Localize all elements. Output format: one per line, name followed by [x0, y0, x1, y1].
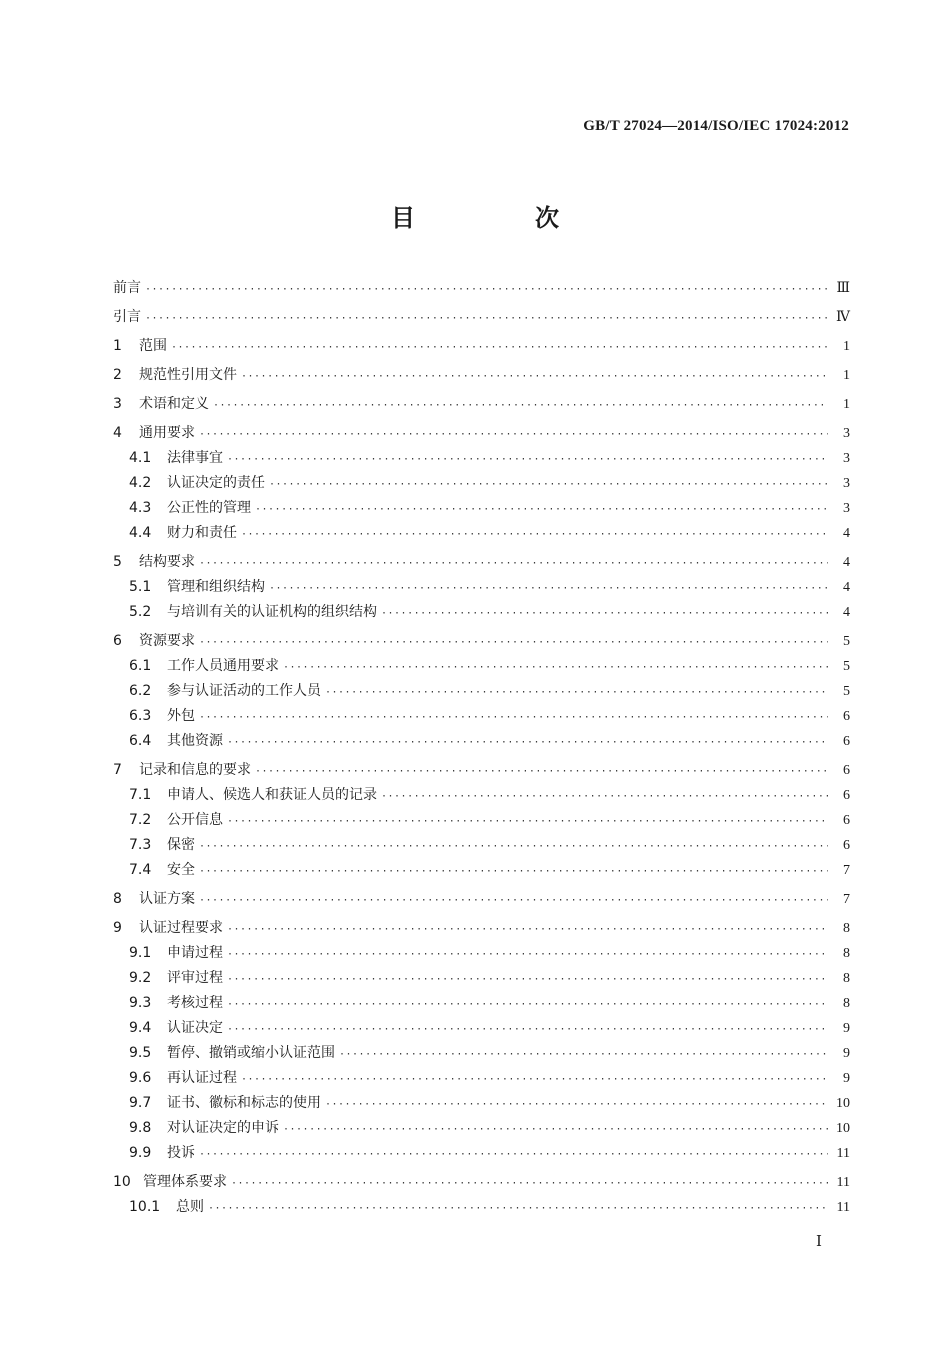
- dot-leader: [227, 992, 828, 1017]
- toc-entry-page: 3: [843, 501, 850, 516]
- toc-entry-number: 4.2: [129, 475, 152, 491]
- toc-entry[interactable]: [113, 1016, 850, 1041]
- dot-leader: [227, 1017, 828, 1042]
- dot-leader: [381, 601, 828, 626]
- toc-entry-title: 参与认证活动的工作人员: [167, 683, 321, 699]
- toc-entry[interactable]: [113, 629, 850, 654]
- dot-leader: [283, 655, 828, 680]
- toc-entry-number: 6.2: [129, 683, 152, 699]
- toc-entry[interactable]: [113, 991, 850, 1016]
- toc-entry-page: 10: [836, 1121, 850, 1136]
- table-of-contents: [113, 276, 850, 1220]
- dot-leader: [199, 888, 828, 913]
- dot-leader: [269, 576, 828, 601]
- toc-entry-page: 6: [843, 788, 850, 803]
- toc-entry-page: 4: [843, 580, 850, 595]
- standard-code: GB/T 27024—2014/ISO/IEC 17024:2012: [583, 118, 849, 134]
- dot-leader: [241, 364, 828, 389]
- toc-entry-number: 4.1: [129, 450, 152, 466]
- toc-entry[interactable]: [113, 679, 850, 704]
- toc-entry-title: 公正性的管理: [167, 500, 251, 516]
- toc-entry-number: 4: [113, 425, 122, 441]
- toc-entry-number: 9.9: [129, 1145, 152, 1161]
- dot-leader: [339, 1042, 828, 1067]
- dot-leader: [227, 942, 828, 967]
- dot-leader: [241, 522, 828, 547]
- dot-leader: [255, 759, 828, 784]
- dot-leader: [199, 705, 828, 730]
- toc-entry-title: 结构要求: [139, 554, 195, 570]
- toc-entry-page: 6: [843, 838, 850, 853]
- toc-entry-title: 认证决定: [167, 1020, 223, 1036]
- toc-entry-page: 5: [843, 634, 850, 649]
- toc-entry-number: 1: [113, 338, 122, 354]
- dot-leader: [199, 1142, 828, 1167]
- toc-entry[interactable]: [113, 363, 850, 388]
- toc-entry-title: 工作人员通用要求: [167, 658, 279, 674]
- toc-entry[interactable]: [113, 305, 850, 330]
- toc-title: 目 次: [391, 204, 607, 232]
- toc-entry-title: 术语和定义: [139, 396, 209, 412]
- toc-entry-title: 规范性引用文件: [139, 367, 237, 383]
- toc-entry-page: 6: [843, 763, 850, 778]
- toc-entry[interactable]: [113, 729, 850, 754]
- toc-entry-title: 记录和信息的要求: [139, 762, 251, 778]
- toc-entry-number: 4.3: [129, 500, 152, 516]
- toc-entry[interactable]: [113, 1041, 850, 1066]
- toc-entry-number: 9.5: [129, 1045, 152, 1061]
- page-number: Ⅰ: [816, 1234, 822, 1250]
- toc-entry[interactable]: [113, 421, 850, 446]
- toc-entry-number: 9.8: [129, 1120, 152, 1136]
- toc-entry-number: 5: [113, 554, 122, 570]
- toc-entry-title: 财力和责任: [167, 525, 237, 541]
- dot-leader: [283, 1117, 828, 1142]
- toc-entry-page: 8: [843, 921, 850, 936]
- toc-entry-title: 外包: [167, 708, 195, 724]
- toc-entry[interactable]: [113, 600, 850, 625]
- toc-entry-title: 引言: [113, 309, 141, 325]
- toc-entry[interactable]: [113, 1141, 850, 1166]
- toc-entry[interactable]: [113, 916, 850, 941]
- toc-entry-page: 5: [843, 659, 850, 674]
- toc-entry-number: 9.7: [129, 1095, 152, 1111]
- toc-entry-number: 7: [113, 762, 122, 778]
- toc-entry-number: 9.2: [129, 970, 152, 986]
- toc-entry-number: 10: [113, 1174, 131, 1190]
- toc-entry[interactable]: [113, 521, 850, 546]
- toc-entry-number: 9.1: [129, 945, 152, 961]
- toc-entry-number: 9.3: [129, 995, 152, 1011]
- toc-entry[interactable]: [113, 446, 850, 471]
- toc-entry[interactable]: [113, 654, 850, 679]
- toc-entry-number: 7.3: [129, 837, 152, 853]
- toc-entry-title: 认证过程要求: [139, 920, 223, 936]
- toc-entry-page: 4: [843, 555, 850, 570]
- dot-leader: [325, 680, 828, 705]
- toc-entry-page: 1: [843, 339, 850, 354]
- toc-entry[interactable]: [113, 966, 850, 991]
- toc-entry-title: 对认证决定的申诉: [167, 1120, 279, 1136]
- toc-entry-number: 4.4: [129, 525, 152, 541]
- toc-entry-page: 5: [843, 684, 850, 699]
- toc-entry-title: 总则: [176, 1199, 204, 1215]
- toc-entry-title: 前言: [113, 280, 141, 296]
- toc-entry-title: 与培训有关的认证机构的组织结构: [167, 604, 377, 620]
- toc-entry[interactable]: [113, 575, 850, 600]
- toc-entry-page: 1: [843, 397, 850, 412]
- toc-entry[interactable]: [113, 496, 850, 521]
- dot-leader: [227, 809, 828, 834]
- toc-entry-number: 7.2: [129, 812, 152, 828]
- toc-entry-page: 7: [843, 892, 850, 907]
- toc-entry-title: 管理体系要求: [143, 1174, 227, 1190]
- toc-entry-page: 9: [843, 1021, 850, 1036]
- toc-entry-title: 通用要求: [139, 425, 195, 441]
- toc-entry-page: 6: [843, 709, 850, 724]
- toc-entry-page: 3: [843, 476, 850, 491]
- toc-entry-page: 3: [843, 426, 850, 441]
- toc-entry-title: 考核过程: [167, 995, 223, 1011]
- dot-leader: [269, 472, 828, 497]
- dot-leader: [227, 967, 828, 992]
- dot-leader: [171, 335, 828, 360]
- dot-leader: [199, 834, 828, 859]
- toc-entry[interactable]: [113, 392, 850, 417]
- toc-entry-title: 再认证过程: [167, 1070, 237, 1086]
- toc-entry-number: 9.4: [129, 1020, 152, 1036]
- toc-entry[interactable]: [113, 1170, 850, 1195]
- toc-entry[interactable]: [113, 1066, 850, 1091]
- toc-entry-number: 5.1: [129, 579, 152, 595]
- toc-entry[interactable]: [113, 1091, 850, 1116]
- toc-entry-number: 6.4: [129, 733, 152, 749]
- toc-entry-title: 投诉: [167, 1145, 195, 1161]
- toc-entry-number: 6: [113, 633, 122, 649]
- toc-entry-title: 管理和组织结构: [167, 579, 265, 595]
- toc-entry-page: 11: [836, 1175, 850, 1190]
- toc-entry-title: 认证决定的责任: [167, 475, 265, 491]
- toc-entry-page: 1: [843, 368, 850, 383]
- toc-entry[interactable]: [113, 783, 850, 808]
- toc-entry-page: 10: [836, 1096, 850, 1111]
- toc-entry[interactable]: [113, 858, 850, 883]
- dot-leader: [227, 730, 828, 755]
- toc-entry-number: 9: [113, 920, 122, 936]
- toc-entry-title: 评审过程: [167, 970, 223, 986]
- toc-entry-number: 9.6: [129, 1070, 152, 1086]
- toc-entry-page: 4: [843, 605, 850, 620]
- toc-entry[interactable]: [113, 704, 850, 729]
- toc-entry-page: 11: [836, 1200, 850, 1215]
- toc-entry-page: Ⅳ: [836, 310, 850, 325]
- dot-leader: [145, 306, 828, 331]
- toc-entry-number: 7.4: [129, 862, 152, 878]
- toc-entry-title: 资源要求: [139, 633, 195, 649]
- toc-entry-number: 7.1: [129, 787, 152, 803]
- toc-entry-title: 公开信息: [167, 812, 223, 828]
- toc-entry-page: 6: [843, 734, 850, 749]
- dot-leader: [325, 1092, 828, 1117]
- toc-entry-page: 8: [843, 971, 850, 986]
- toc-entry-page: 9: [843, 1071, 850, 1086]
- toc-entry-title: 其他资源: [167, 733, 223, 749]
- toc-entry[interactable]: [113, 276, 850, 301]
- toc-entry-page: 3: [843, 451, 850, 466]
- toc-entry[interactable]: [113, 550, 850, 575]
- toc-entry[interactable]: [113, 808, 850, 833]
- toc-entry-title: 申请过程: [167, 945, 223, 961]
- toc-entry[interactable]: [113, 833, 850, 858]
- toc-entry-number: 8: [113, 891, 122, 907]
- dot-leader: [145, 277, 828, 302]
- dot-leader: [199, 859, 828, 884]
- dot-leader: [255, 497, 828, 522]
- toc-entry-title: 法律事宜: [167, 450, 223, 466]
- dot-leader: [199, 551, 828, 576]
- toc-entry[interactable]: [113, 471, 850, 496]
- dot-leader: [199, 422, 828, 447]
- toc-entry-page: 8: [843, 996, 850, 1011]
- toc-entry-page: 6: [843, 813, 850, 828]
- toc-entry-title: 暂停、撤销或缩小认证范围: [167, 1045, 335, 1061]
- dot-leader: [199, 630, 828, 655]
- toc-entry-page: Ⅲ: [836, 281, 850, 296]
- dot-leader: [381, 784, 828, 809]
- dot-leader: [231, 1171, 828, 1196]
- toc-entry-number: 10.1: [129, 1199, 161, 1215]
- toc-entry-title: 范围: [139, 338, 167, 354]
- toc-entry[interactable]: [113, 1116, 850, 1141]
- toc-entry-number: 3: [113, 396, 122, 412]
- toc-entry-page: 4: [843, 526, 850, 541]
- toc-entry[interactable]: [113, 1195, 850, 1220]
- toc-entry-page: 11: [836, 1146, 850, 1161]
- toc-entry-number: 6.1: [129, 658, 152, 674]
- toc-entry-page: 7: [843, 863, 850, 878]
- toc-entry-number: 6.3: [129, 708, 152, 724]
- toc-entry[interactable]: [113, 887, 850, 912]
- toc-entry-title: 申请人、候选人和获证人员的记录: [167, 787, 377, 803]
- dot-leader: [213, 393, 828, 418]
- toc-entry-page: 8: [843, 946, 850, 961]
- toc-entry[interactable]: [113, 334, 850, 359]
- toc-entry-number: 5.2: [129, 604, 152, 620]
- toc-entry-title: 安全: [167, 862, 195, 878]
- toc-entry[interactable]: [113, 758, 850, 783]
- dot-leader: [241, 1067, 828, 1092]
- dot-leader: [208, 1196, 828, 1221]
- toc-entry[interactable]: [113, 941, 850, 966]
- dot-leader: [227, 447, 828, 472]
- toc-entry-title: 认证方案: [139, 891, 195, 907]
- toc-entry-title: 保密: [167, 837, 195, 853]
- toc-entry-page: 9: [843, 1046, 850, 1061]
- dot-leader: [227, 917, 828, 942]
- toc-entry-number: 2: [113, 367, 122, 383]
- toc-entry-title: 证书、徽标和标志的使用: [167, 1095, 321, 1111]
